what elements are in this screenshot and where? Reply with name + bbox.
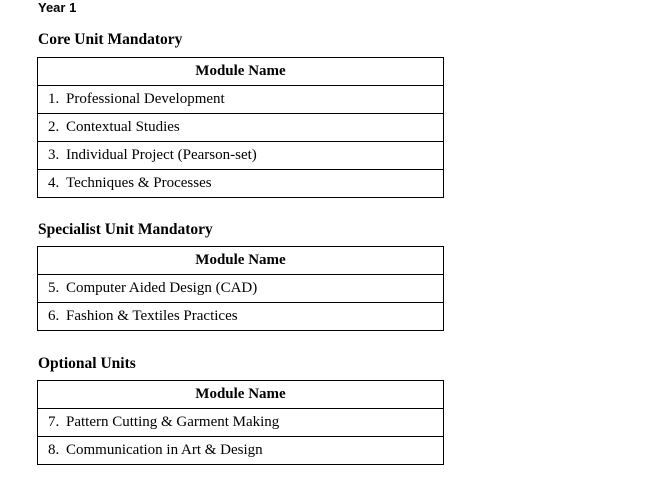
- table-header-row: [38, 58, 444, 86]
- column-header: Module Name: [38, 247, 444, 275]
- module-cell: [38, 275, 444, 303]
- module-cell: [38, 170, 444, 198]
- module-name: Contextual Studies: [66, 119, 180, 135]
- module-cell: [38, 142, 444, 170]
- table-row: [38, 170, 444, 198]
- module-cell: [38, 409, 444, 437]
- specialist-unit-table: [37, 246, 444, 331]
- module-number: 8.: [48, 442, 60, 458]
- module-number: 1.: [48, 91, 60, 107]
- column-header: Module Name: [38, 58, 444, 86]
- core-unit-table: [37, 57, 444, 198]
- module-cell: [38, 86, 444, 114]
- module-name: Fashion & Textiles Practices: [66, 308, 238, 324]
- section-heading-core: Core Unit Mandatory: [38, 31, 183, 48]
- module-name: Techniques & Processes: [66, 175, 212, 191]
- table-row: [38, 275, 444, 303]
- module-cell: [38, 114, 444, 142]
- module-number: 2.: [48, 119, 60, 135]
- module-number: 4.: [48, 175, 60, 191]
- table-row: [38, 409, 444, 437]
- page-title: Year 1: [38, 0, 77, 15]
- module-name: Computer Aided Design (CAD): [66, 280, 258, 296]
- table-row: [38, 114, 444, 142]
- module-cell: [38, 303, 444, 331]
- table-row: [38, 437, 444, 465]
- module-name: Individual Project (Pearson-set): [66, 147, 257, 163]
- module-number: 5.: [48, 280, 60, 296]
- optional-unit-table: [37, 380, 444, 465]
- table-header-row: [38, 381, 444, 409]
- table-row: [38, 86, 444, 114]
- section-heading-optional: Optional Units: [38, 355, 136, 372]
- module-name: Professional Development: [66, 91, 225, 107]
- table-row: [38, 142, 444, 170]
- module-number: 6.: [48, 308, 60, 324]
- section-heading-specialist: Specialist Unit Mandatory: [38, 221, 213, 238]
- module-cell: [38, 437, 444, 465]
- module-number: 3.: [48, 147, 60, 163]
- table-header-row: [38, 247, 444, 275]
- module-name: Pattern Cutting & Garment Making: [66, 414, 280, 430]
- column-header: Module Name: [38, 381, 444, 409]
- table-row: [38, 303, 444, 331]
- module-name: Communication in Art & Design: [66, 442, 263, 458]
- module-number: 7.: [48, 414, 60, 430]
